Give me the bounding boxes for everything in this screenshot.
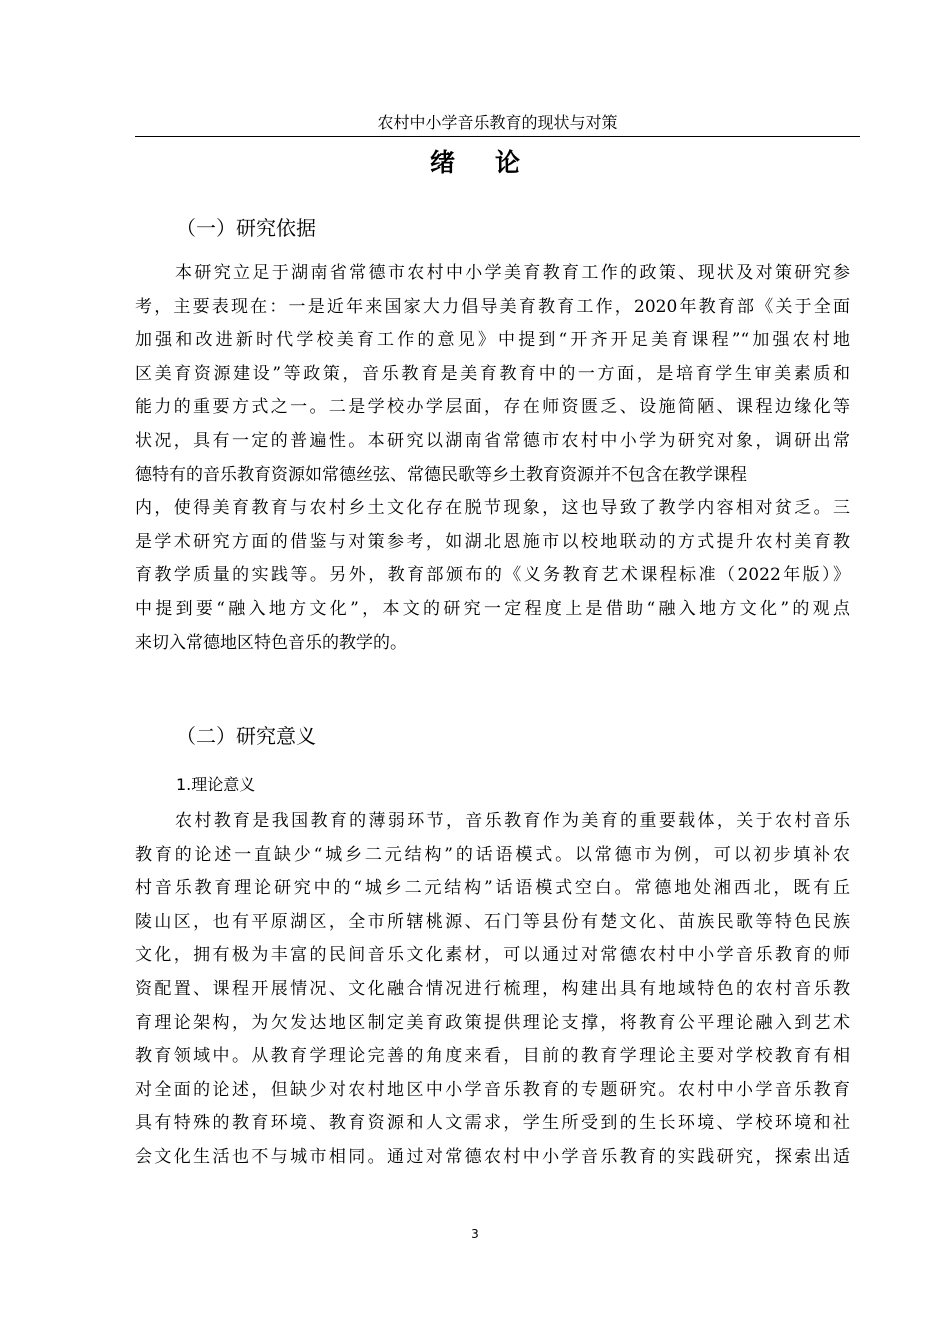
paragraph-line: 资配置、课程开展情况、文化融合情况进行梳理，构建出具有地域特色的农村音乐教 (135, 978, 850, 999)
paragraph-line: 内，使得美育教育与农村乡土文化存在脱节现象，这也导致了教学内容相对贫乏。三 (135, 498, 850, 519)
paragraph-line: 教育的论述一直缺少“城乡二元结构”的话语模式。以常德市为例，可以初步填补农 (135, 844, 850, 865)
section-heading-research-basis: （一）研究依据 (176, 216, 316, 240)
paragraph-line: 村音乐教育理论研究中的“城乡二元结构”话语模式空白。常德地处湘西北，既有丘 (135, 878, 850, 899)
paragraph-line: 加强和改进新时代学校美育工作的意见》中提到“开齐开足美育课程”“加强农村地 (135, 330, 850, 351)
paragraph-line: 对全面的论述，但缺少对农村地区中小学音乐教育的专题研究。农村中小学音乐教育 (135, 1079, 850, 1100)
section-heading-research-significance: （二）研究意义 (176, 724, 316, 748)
paragraph-research-basis (135, 257, 850, 660)
paragraph-line: 会文化生活也不与城市相同。通过对常德农村中小学音乐教育的实践研究，探索出适 (135, 1146, 850, 1167)
paragraph-line: 教育领域中。从教育学理论完善的角度来看，目前的教育学理论主要对学校教育有相 (135, 1046, 850, 1067)
paragraph-line: 育理论架构，为欠发达地区制定美育政策提供理论支撑，将教育公平理论融入到艺术 (135, 1012, 850, 1033)
paragraph-line: 区美育资源建设”等政策，音乐教育是美育教育中的一方面，是培育学生审美素质和 (135, 363, 850, 384)
paragraph-line: 育教学质量的实践等。另外，教育部颁布的《义务教育艺术课程标准（2022年版）》 (135, 565, 850, 586)
paragraph-line: 陵山区，也有平原湖区，全市所辖桃源、石门等县份有楚文化、苗族民歌等特色民族 (135, 911, 850, 932)
paragraph-line: 中提到要“融入地方文化”，本文的研究一定程度上是借助“融入地方文化”的观点 (135, 598, 850, 619)
running-title: 农村中小学音乐教育的现状与对策 (377, 113, 618, 132)
paragraph-line: 本研究立足于湖南省常德市农村中小学美育教育工作的政策、现状及对策研究参 (175, 263, 850, 283)
chapter-title: 绪论 (429, 148, 560, 177)
paragraph-line: 德特有的音乐教育资源如常德丝弦、常德民歌等乡土教育资源并不包含在教学课程 (135, 464, 747, 485)
paragraph-line: 文化，拥有极为丰富的民间音乐文化素材，可以通过对常德农村中小学音乐教育的师 (135, 945, 850, 966)
paragraph-theoretical-significance (135, 805, 850, 1175)
paragraph-line: 农村教育是我国教育的薄弱环节，音乐教育作为美育的重要载体，关于农村音乐 (175, 811, 850, 831)
subsection-heading-theoretical-significance: 1.理论意义 (176, 775, 256, 794)
paragraph-line: 能力的重要方式之一。二是学校办学层面，存在师资匮乏、设施简陋、课程边缘化等 (135, 397, 850, 418)
paragraph-line: 来切入常德地区特色音乐的教学的。 (135, 632, 407, 653)
paragraph-line: 状况，具有一定的普遍性。本研究以湖南省常德市农村中小学为研究对象，调研出常 (135, 430, 850, 451)
paragraph-line: 是学术研究方面的借鉴与对策参考，如湖北恩施市以校地联动的方式提升农村美育教 (135, 531, 850, 552)
paragraph-line: 具有特殊的教育环境、教育资源和人文需求，学生所受到的生长环境、学校环境和社 (135, 1113, 850, 1134)
running-header (135, 112, 860, 137)
page-number: 3 (471, 1227, 479, 1241)
paragraph-line: 考，主要表现在：一是近年来国家大力倡导美育教育工作，2020年教育部《关于全面 (135, 296, 850, 317)
